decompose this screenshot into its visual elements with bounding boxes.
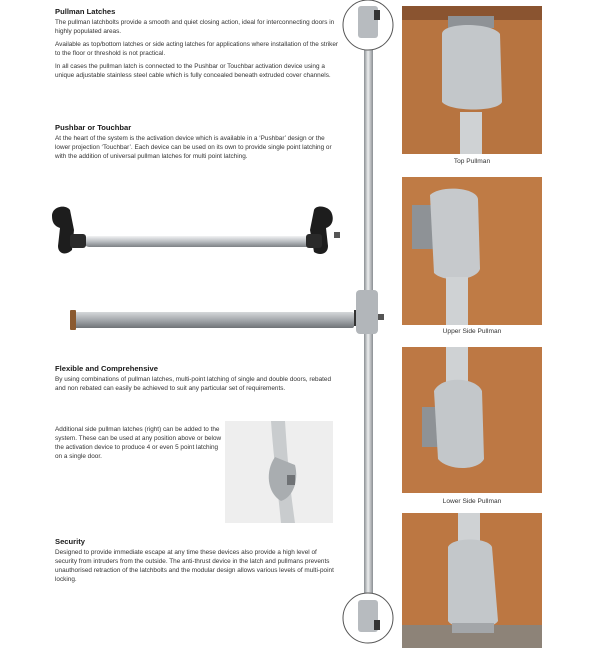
flexible-paragraph-1: By using combinations of pullman latches, multi-point latching of single and double doors, rebated and non rebated can easily be achieved to suit any particular set of requirements. (55, 376, 332, 392)
pullman-latches-section (55, 7, 340, 84)
pushbar-paragraph: At the heart of the system is the activation device which is available in a ‘Pushbar’ design or the lower projection ‘Touchbar’. Each device can be used on its own to provide single point latching or with the addition of universal pullman latches for multi point latching. (55, 135, 332, 160)
top-pullman-caption: Top Pullman (453, 158, 491, 165)
pushbar-section (55, 123, 340, 165)
lower-side-pullman-photo (402, 347, 542, 493)
flexible-heading: Flexible and Comprehensive (55, 364, 158, 373)
pushbar-image (44, 198, 350, 262)
security-section (55, 537, 340, 588)
security-paragraph: Designed to provide immediate escape at any time these devices also provide a high level of security from intruders from the outside. The anti-thrust device in the latch and pullmans prevents unauthorised retraction of the latchbolts and the modular design allows various levels of multi-point locking. (55, 549, 334, 583)
bottom-pullman-photo (402, 513, 542, 648)
lower-side-pullman-caption: Lower Side Pullman (442, 498, 502, 505)
upper-side-pullman-caption: Upper Side Pullman (442, 328, 502, 335)
vertical-rod-assembly (334, 0, 404, 648)
security-heading: Security (55, 537, 85, 546)
side-pullman-note (55, 425, 225, 461)
touchbar-image (68, 306, 368, 336)
flexible-section (55, 364, 340, 397)
upper-side-pullman-photo (402, 177, 542, 325)
pullman-latches-heading: Pullman Latches (55, 7, 116, 16)
side-pullman-closeup-image (225, 421, 333, 523)
pullman-latches-paragraph-2: Available as top/bottom latches or side acting latches for applications where installation of the striker to the floor or threshold is not practical. (55, 41, 338, 57)
flexible-paragraph-2: Additional side pullman latches (right) can be added to the system. These can be used at any position above or below the activation device to produce 4 or even 5 point latching on a single door. (55, 426, 222, 460)
top-pullman-photo (402, 6, 542, 154)
pullman-latches-paragraph-3: In all cases the pullman latch is connected to the Pushbar or Touchbar activation device using a unique adjustable stainless steel cable which is fully concealed beneath extruded cover channels. (55, 63, 331, 79)
pushbar-heading: Pushbar or Touchbar (55, 123, 132, 132)
pullman-latches-paragraph-1: The pullman latchbolts provide a smooth and quiet closing action, ideal for interconnecting doors in highly populated areas. (55, 19, 335, 35)
